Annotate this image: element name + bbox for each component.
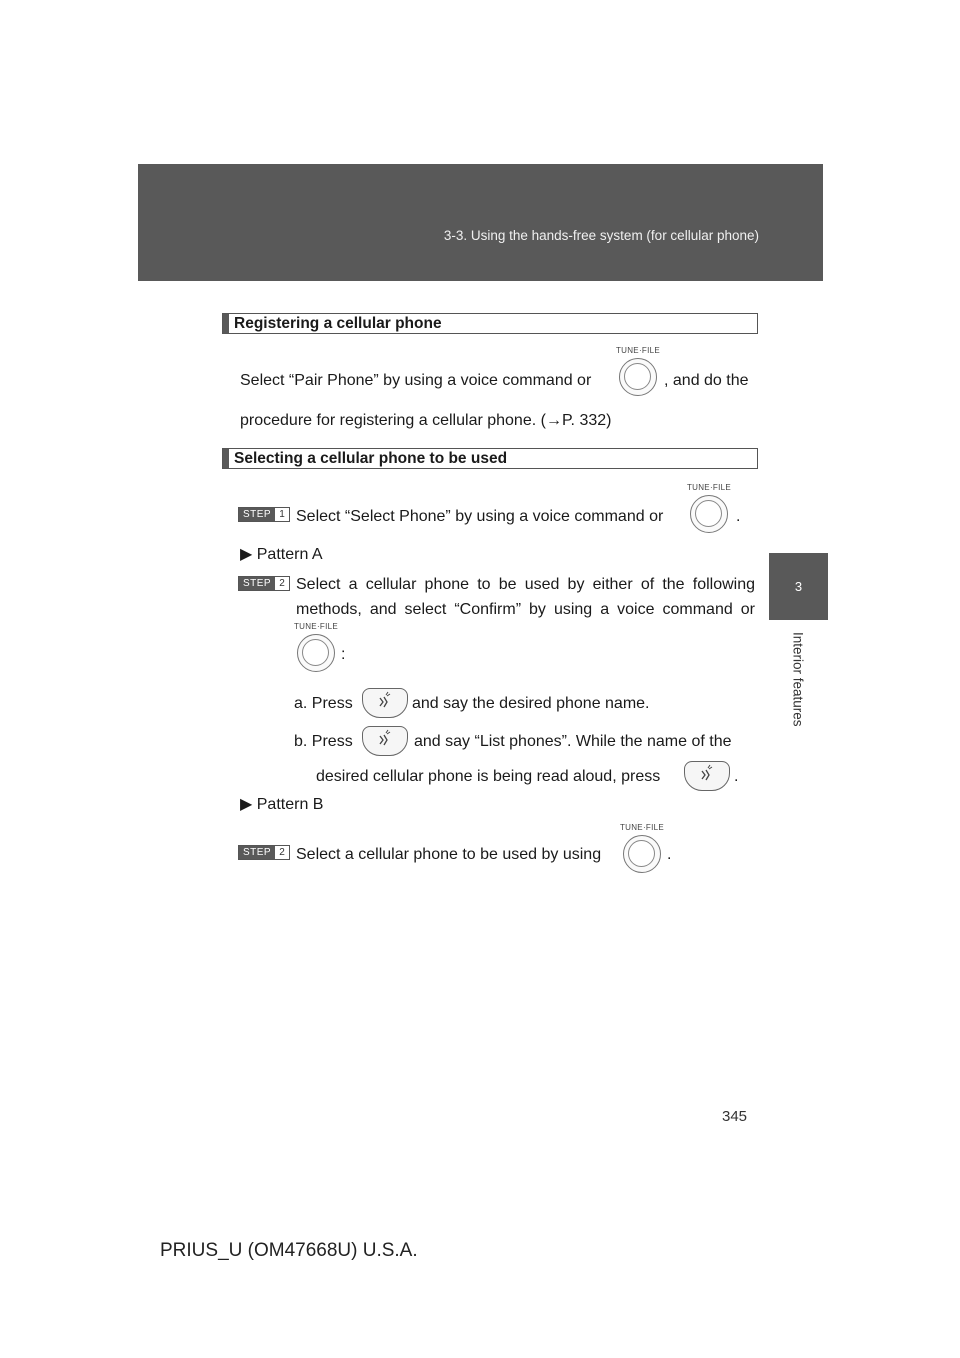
register-text-line2: procedure for registering a cellular phone. (→P. 332) [240,412,612,429]
tune-file-knob-icon: TUNE·FILE [616,823,668,875]
chapter-title: 3-3. Using the hands-free system (for cellular phone) [443,228,759,243]
step1-end: . [736,508,741,525]
register-text-line1b: , and do the [664,372,749,389]
step2-colon: : [341,646,346,663]
item-b-end: . [734,768,739,785]
talk-switch-icon [684,761,730,791]
pattern-b-heading: ▶ Pattern B [240,796,324,813]
tune-file-knob-icon: TUNE·FILE [290,622,342,674]
tune-file-knob-icon: TUNE·FILE [612,346,664,398]
pattern-a-heading: ▶ Pattern A [240,546,323,563]
step1-text: Select “Select Phone” by using a voice command or [296,508,664,525]
manual-model-id: PRIUS_U (OM47668U) U.S.A. [160,1240,418,1261]
section-heading-register: Registering a cellular phone [222,313,758,334]
talk-switch-icon [362,726,408,756]
chapter-header [138,164,823,281]
step2-text-line2: methods, and select “Confirm” by using a voice command or [296,601,755,618]
step2-text-line1: Select a cellular phone to be used by either of the following [296,576,755,593]
step-badge-2b: STEP 2 [238,845,290,860]
item-a-suffix: and say the desired phone name. [412,695,650,712]
chapter-tab-number: 3 [769,553,828,620]
talk-switch-icon [362,688,408,718]
step-badge-2: STEP 2 [238,576,290,591]
page-number: 345 [722,1108,748,1125]
step2b-end: . [667,846,672,863]
section-heading-select: Selecting a cellular phone to be used [222,448,758,469]
item-b-prefix: b. Press [294,733,353,750]
item-b-suffix: and say “List phones”. While the name of the [414,733,732,750]
tune-file-knob-icon: TUNE·FILE [683,483,735,535]
register-text-line1a: Select “Pair Phone” by using a voice command or [240,372,592,389]
step2b-text: Select a cellular phone to be used by using [296,846,602,863]
item-a-prefix: a. Press [294,695,353,712]
chapter-tab-label: Interior features [790,632,806,727]
step-badge-1: STEP 1 [238,507,290,522]
item-b-line2: desired cellular phone is being read aloud, press [316,768,661,785]
